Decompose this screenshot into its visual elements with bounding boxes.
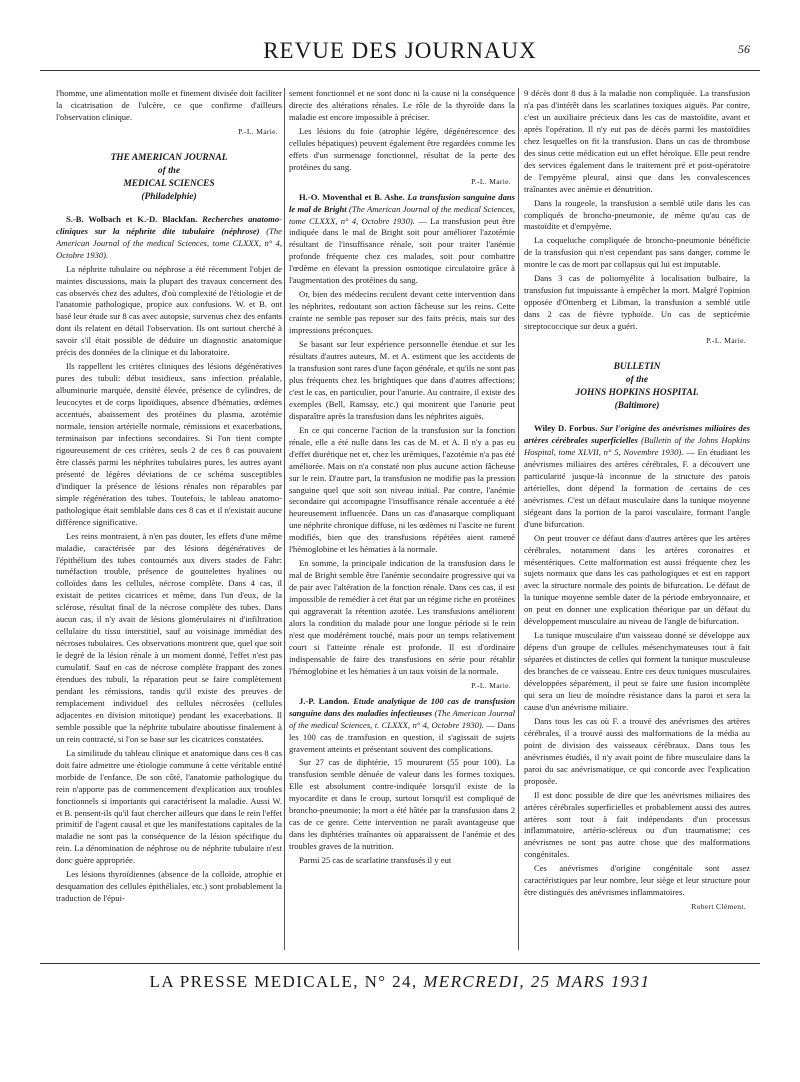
article-heading [289, 696, 515, 756]
article-source: (The American Journal of the medical Sciences, t. CLXXX, n° 4, Octobre 1930). [289, 707, 515, 730]
paragraph: l'homme, une alimentation molle et finement divisée doit faciliter la cicatrisation de l'ulcère, ce que confirme d'ailleurs l'observation clinique. [56, 88, 282, 122]
journal-heading [56, 152, 282, 204]
paragraph: Dans la rougeole, la transfusion a semblé utile dans les cas compliqués de broncho-pneumonie, de même qu'au cas de mastoïdite et d'empyème. [524, 197, 750, 232]
article-lead: — En étudiant les anévrismes miliaires des artères cérébrales, F. a découvert une particularité jusque-là inconnue de la structure des parois artérielles, dont dépend la formation de certains de ces anévrismes. C'est un défaut musculaire dans la tunique moyenne siégeant dans la portion de la paroi vasculaire, formant l'angle d'une bifurcation. [524, 446, 750, 529]
paragraph: Sur 27 cas de diphtérie, 15 moururent (55 pour 100). La transfusion semble dénuée de valeur dans les formes toxiques. Elle est absolument contre-indiquée lorsqu'il existe de la myocardite et dans le croup, surtout lorsqu'il est compliqué de broncho-pneumonie; la mort a été hâtée par la transfusion dans 2 cas de ce genre. Cette intervention ne paraît avantageuse que dans les diphtéries traînantes où apparaissent de l'anémie et des troubles graves de la nutrition. [289, 757, 515, 852]
article-source: (The American Journal of the medical Sciences, tome CLXXX, n° 4, Octobre 1930). [289, 203, 515, 226]
article-authors: Wiley D. Forbus. [534, 423, 598, 434]
journal-heading-line: (Philadelphie) [141, 191, 197, 202]
article-source: (Bulletin of the Johns Hopkins Hospital, tome XLVII, n° 5, Novembre 1930). [524, 434, 750, 457]
paragraph: La similitude du tableau clinique et anatomique dans ces 8 cas doit faire admettre une étiologie commune à cette véritable entité morbide de l'enfance. De son côté, l'anatomie pathologique du rein n'apporte pas de commencement d'explication aux troubles fonctionnels si importants qui caractérisent la maladie. Aussi W. et B. pensent-ils qu'il faut chercher ailleurs que dans le rein l'effet primitif de l'agent causal et que les manifestations capitales de la maladie ne sont pas la conséquence de la lésion spécifique du rein. La dénomination de néphrose ou de néphrite tubulaire n'est donc guère appropriée. [56, 747, 282, 866]
article-title: Etude analytique de 100 cas de transfusion sanguine dans des maladies infectieuses [289, 695, 515, 718]
footer-divider [40, 963, 760, 964]
column-divider [284, 88, 285, 950]
paragraph: La tunique musculaire d'un vaisseau donné se développe aux dépens d'un groupe de cellules mésenchymateuses tout à fait séparées et distinctes de celles qui forment la tunique musculeuse des branches de ce vaisseau. Entre ces deux tuniques musculaires développées séparément, il peut se faire une fusion incomplète qui sera un lieu de moindre résistance dans la paroi et sera la cause d'un anévrisme miliaire. [524, 630, 750, 712]
article-source: (The American Journal of the medical Sciences, tome CLXXX, n° 4, Octobre 1930). [56, 225, 282, 260]
page-footer [40, 972, 760, 992]
column-1 [56, 88, 282, 958]
article-title: La transfusion sanguine dans le mal de Bright [289, 191, 515, 214]
article-lead: — Dans les 100 cas de transfusion en question, il s'agissait de sujets gravement atteints et présentant souvent des complications. [289, 719, 515, 754]
paragraph: Ils rappellent les critères cliniques des lésions dégénératives pures des tubuli: début insidieux, sans infection préalable, albuminurie marquée, densité élevée, présence de cylindres, de leucocytes et de corps lipoïdiques, absence d'hématies, œdèmes accentués, abaissement des protéines du plasma, azotémie normale, tension artérielle normale, rémissions et exacerbations, terminaison par infections secondaires. Si l'on tient compte rigoureusement de ces critères, seuls 2 de ces 8 cas pouvaient être classés parmi les néphrites tubulaires pures, les autres ayant présenté de légères déviations de ce schéma susceptibles d'indiquer la présence de lésions rénales non réparables par simple régénération des tubes. Toutefois, le tableau anatomo-pathologique était semblable dans ces 8 cas et il n'existait aucune différence significative. [56, 361, 282, 527]
paragraph: La néphrite tubulaire ou néphrose a été récemment l'objet de maintes discussions, mais la plupart des travaux concernent des cas observés chez des adultes, d'où complexité de l'étiologie et de l'anatomie pathologique, propice aux confusions. W. et B. ont basé leur étude sur 8 cas avec autopsie, survenus chez des enfants dont ils relatent en détail l'observation. Ils ont surtout cherché à savoir s'il était possible de déduire un diagnostic anatomique précis des données de la clinique et du laboratoire. [56, 263, 282, 358]
header-divider [40, 70, 760, 71]
paragraph: sement fonctionnel et ne sont donc ni la cause ni la conséquence directe des altérations rénales. Le rôle de la thyroïde dans la maladie est encore impossible à préciser. [289, 88, 515, 122]
paragraph: On peut trouver ce défaut dans d'autres artères que les artères cérébrales, notamment dans les artères coronaires et mésentériques. Cette malformation est aussi fréquente chez les sujets normaux que dans les cas pathologiques et est en rapport avec la structure normale des points de bifurcation. Le défaut de la tunique moyenne semble dater de la période embryonnaire, et on peut en donner une explication théorique par un défaut du développement musculaire au niveau de l'angle de bifurcation. [524, 532, 750, 627]
author-signature: P.-L. Marie. [471, 680, 511, 690]
article-heading [56, 214, 282, 262]
article-lead: — La transfusion peut être indiquée dans le mal de Bright soit pour améliorer l'azotémie résultant de l'insuffisance rénale, soit pour traiter l'anémie profonde fréquente chez ces malades, soit pour combattre l'œdème en élevant la pression osmotique circulatoire grâce à l'augmentation des protéines du sang. [289, 215, 515, 286]
paragraph: En ce qui concerne l'action de la transfusion sur la fonction rénale, elle a été nulle dans les cas de M. et A. Il n'y a pas eu d'effet diurétique net et, chez les urémiques, l'azotémie n'a pas été améliorée. Mais on n'a constaté non plus aucune action fâcheuse sur le rein. D'autre part, la transfusion ne modifie pas la pression sanguine quel que soit son niveau initial. Par contre, l'anémie secondaire qui accompagne l'insuffisance rénale accentuée a été heureusement influencée. Dans un cas d'anasarque compliquant une néphrite chronique diffuse, ni les œdèmes ni l'ascite ne furent modifiés, bien que des transfusions répétées aient ramené l'hémoglobine et les hématies à la normale. [289, 424, 515, 555]
page-number: 56 [738, 42, 750, 56]
journal-heading-line: MEDICAL SCIENCES [123, 178, 215, 189]
footer-issue: N° 24, [364, 972, 418, 991]
author-signature: P.-L. Marie. [471, 176, 511, 186]
page-title: REVUE DES JOURNAUX [263, 38, 537, 63]
paragraph: Les reins montraient, à n'en pas douter, les effets d'une même maladie, caractérisée par des lésions dégénératives de l'épithélium des tubes contournés aux divers stades de Fahr: tuméfaction trouble, présence de gouttelettes hyalines ou colloïdes dans les cellules, nécrose complète. Dans 4 cas, il existait de petites cicatrices et même, dans l'un d'eux, de la sclérose, résultat final de la nécrose complète des tubes. Dans aucun cas, il n'y avait de lésions glomérulaires ni d'infiltration cellulaire du tissu interstitiel, sauf au voisinage immédiat des nécroses tubulaires. Ces observations montrent que, quel que soit le degré de la lésion rénale à un moment donné, l'effet n'est pas cumulatif. Sauf en cas de nécrose complète frappant des zones étendues des tubuli, la réparation peut se faire complètement pendant les rémissions, tandis qu'il existe des preuves de remplacement individuel des cellules nécrosées (cellules adjacentes en division mitotique) pendant les exacerbations. Il semble possible que la néphrite tubulaire aboutisse finalement à un rein contracté, si l'on se base sur les cicatrices constatées. [56, 530, 282, 744]
article-heading [289, 192, 515, 288]
journal-heading-line: (Baltimore) [614, 401, 660, 412]
paragraph: Les lésions du foie (atrophie légère, dégénérescence des cellules hépatiques) peuvent également être regardées comme les effets d'un surmenage fonctionnel, résultat de la perte des protéines du sang. [289, 125, 515, 172]
journal-heading-line: of the [157, 165, 181, 176]
article-heading [524, 423, 750, 531]
journal-heading [524, 361, 750, 413]
paragraph: Se basant sur leur expérience personnelle étendue et sur les résultats d'autres auteurs, M. et A. estiment que les accidents de la transfusion sont rares d'une façon générale, et qu'ils ne sont pas plus fréquents chez les brightiques que dans d'autres affections; c'est le cas, en particulier, pour l'anurie. Au contraire, il existe des exemples (Bell, Ramsay, etc.) qui montrent que l'anurie peut disparaître après la transfusion dans les néphrites aiguës. [289, 339, 515, 421]
paragraph: Parmi 25 cas de scarlatine transfusés il y eut [299, 855, 452, 866]
footer-date: MERCREDI, 25 MARS 1931 [423, 972, 651, 991]
article-authors: H.-O. Moventhal et B. Ashe. [299, 191, 405, 202]
column-3 [524, 88, 750, 958]
author-signature: Robert Clément. [691, 902, 746, 912]
journal-heading-line: JOHNS HOPKINS HOSPITAL [575, 388, 699, 399]
paragraph: Ces anévrismes d'origine congénitale sont assez caractéristiques par leur nombre, leur siège et leur structure pour être distingués des anévrismes inflammatoires. [524, 863, 750, 898]
footer-publication: LA PRESSE MEDICALE, [149, 972, 359, 991]
column-2 [289, 88, 515, 958]
paragraph: 9 décès dont 8 dus à la maladie non compliquée. La transfusion n'a pas d'intérêt dans les scarlatines toxiques aiguës. Par contre, c'est un auxiliaire précieux dans les cas de mastoïdite, avant et après l'opération. Il n'y eut pas de décès parmi les mastoïdites chez lesquelles on fit la transfusion. Dans un cas de thrombose des sinus cette médication eut un effet héroïque. Elle peut rendre des services également dans le traitement pré et post-opératoire de l'empyème pleural, ainsi que dans les convalescences traînantes avec anémie et dénutrition. [524, 88, 750, 194]
article-title: Sur l'origine des anévrismes miliaires des artères cérébrales superficielles [524, 423, 750, 445]
author-signature: P.-L. Marie. [238, 126, 278, 136]
paragraph: Or, bien des médecins reculent devant cette intervention dans les néphrites, redoutant son action fâcheuse sur les reins. Cette crainte ne semble pas reposer sur des faits précis, mais sur des impressions préconçues. [289, 289, 515, 336]
column-divider [518, 88, 519, 950]
page-header [40, 32, 760, 68]
article-authors: S.-B. Wolbach et K.-D. Blackfan. [66, 213, 198, 224]
paragraph: Il est donc possible de dire que les anévrismes miliaires des artères cérébrales superficielles et probablement aussi des autres artères sont tout à fait indépendants d'un processus inflammatoire, artério-scléreux ou d'un traumatisme; ces anévrismes ne sont pas autre chose que des malformations congénitales. [524, 789, 750, 860]
paragraph: Dans tous les cas où F. a trouvé des anévrismes des artères cérébrales, il a trouvé aussi des malformations de la média au point de division des vaisseaux cérébraux. Dans tous les anévrismes étudiés, il n'y avait point de fibre musculaire dans la paroi du sac anévrismatique, ce qui concorde avec l'explication proposée. [524, 715, 750, 786]
article-title: Recherches anatomo-cliniques sur la néphrite dite tubulaire (néphrose) [56, 213, 282, 236]
author-signature: P.-L. Marie. [706, 336, 746, 346]
journal-heading-line: THE AMERICAN JOURNAL [110, 152, 228, 163]
article-authors: J.-P. Landon. [299, 695, 350, 706]
paragraph: Dans 3 cas de poliomyélite à localisation bulbaire, la transfusion fut impuissante à empêcher la mort. Malgré l'opinion opposée d'Ottenberg et Libman, la transfusion a semblé utile dans 2 cas de fièvre typhoïde. Un cas de septicémie streptococcique sur deux a guéri. [524, 273, 750, 332]
journal-heading-line: of the [625, 375, 649, 386]
journal-heading-line: BULLETIN [613, 362, 661, 373]
paragraph: La coqueluche compliquée de broncho-pneumonie bénéficie de la transfusion qui n'est cependant pas sans danger, comme le montre le cas de mort par collapsus qui lui est imputable. [524, 235, 750, 270]
paragraph: Les lésions thyroïdiennes (absence de la colloïde, atrophie et desquamation des cellules épithéliales, etc.) sont probablement la traduction de l'épui- [56, 869, 282, 904]
paragraph: En somme, la principale indication de la transfusion dans le mal de Bright semble être l'anémie secondaire progressive qui va de pair avec l'altération de la fonction rénale. Dans ces cas, il est impossible de remédier à cet état par un régime riche en protéines qui aggraverait la rétention azotée. Les transfusions améliorent alors la condition du malade pour une longue période si le rein n'est que modérément touché, mais pour un temps relativement court si l'atteinte rénale est profonde. Il est d'ordinaire indispensable de faire des transfusions en série pour rétablir l'hémoglobine et les hématies à un taux voisin de la normale. [289, 558, 515, 676]
